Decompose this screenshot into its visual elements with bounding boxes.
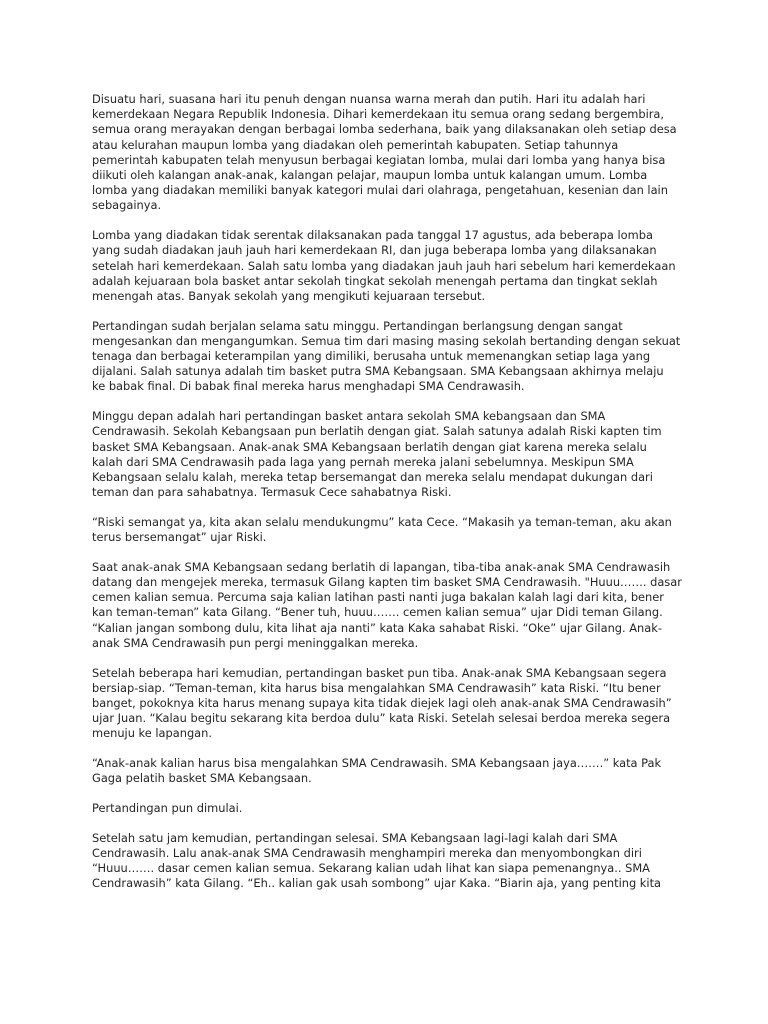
text-line: semua orang merayakan dengan berbagai lomba sederhana, baik yang dilaksanakan oleh setiap desa [92, 122, 677, 137]
text-line: banget, pokoknya kita harus menang supaya kita tidak diejek lagi oleh anak-anak SMA Cendrawasih” [92, 695, 672, 710]
paragraph [92, 515, 692, 545]
text-line: “Huuu……. dasar cemen kalian semua. Sekarang kalian udah lihat kan siapa pemenangnya.. SMA [92, 861, 650, 876]
text-line: teman dan para sahabatnya. Termasuk Cece sahabatnya Riski. [92, 485, 452, 500]
text-line: Minggu depan adalah hari pertandingan basket antara sekolah SMA kebangsaan dan SMA [92, 409, 606, 424]
text-line: ke babak final. Di babak final mereka harus menghadapi SMA Cendrawasih. [92, 379, 525, 394]
text-line: anak SMA Cendrawasih pun pergi meninggalkan mereka. [92, 635, 419, 650]
text-line: Saat anak-anak SMA Kebangsaan sedang berlatih di lapangan, tiba-tiba anak-anak SMA Cendrawasih [92, 559, 671, 574]
text-line: mengesankan dan mengangumkan. Semua tim dari masing masing sekolah bertanding dengan sekuat [92, 333, 681, 348]
text-line: dijalani. Salah satunya adalah tim basket putra SMA Kebangsaan. SMA Kebangsaan akhirnya melaju [92, 364, 664, 379]
text-line: Cendrawasih” kata Gilang. “Eh.. kalian gak usah sombong” ujar Kaka. “Biarin aja, yang penting kita [92, 876, 662, 891]
text-line: Lomba yang diadakan tidak serentak dilaksanakan pada tanggal 17 agustus, ada beberapa lomba [92, 228, 653, 243]
text-line: basket SMA Kebangsaan. Anak-anak SMA Kebangsaan berlatih dengan giat karena mereka selalu [92, 439, 647, 454]
text-line: lomba yang diadakan memiliki banyak kategori mulai dari olahraga, pengetahuan, kesenian dan lain [92, 183, 668, 198]
text-line: Cendrawasih. Lalu anak-anak SMA Cendrawasih menghampiri mereka dan menyombongkan diri [92, 845, 642, 860]
paragraph [92, 319, 692, 395]
text-line: bersiap-siap. “Teman-teman, kita harus bisa mengalahkan SMA Cendrawasih” kata Riski. “Itu bener [92, 680, 661, 695]
text-line: Gaga pelatih basket SMA Kebangsaan. [92, 771, 312, 786]
text-line: cemen kalian semua. Percuma saja kalian latihan pasti nanti juga bakalan kalah lagi dari kita, bener [92, 590, 664, 605]
text-line: Setelah satu jam kemudian, pertandingan selesai. SMA Kebangsaan lagi-lagi kalah dari SMA [92, 830, 618, 845]
text-line: “Kalian jangan sombong dulu, kita lihat aja nanti” kata Kaka sahabat Riski. “Oke” ujar Gilang. Anak- [92, 620, 662, 635]
text-line: tenaga dan berbagai keterampilan yang dimiliki, berusaha untuk memenangkan setiap laga yang [92, 349, 651, 364]
paragraph [92, 666, 692, 742]
paragraph [92, 756, 692, 786]
text-line: “Anak-anak kalian harus bisa mengalahkan SMA Cendrawasih. SMA Kebangsaan jaya…….” kata Pak [92, 756, 662, 771]
text-line: Setelah beberapa hari kemudian, pertandingan basket pun tiba. Anak-anak SMA Kebangsaan segera [92, 665, 667, 680]
text-line: kemerdekaan Negara Republik Indonesia. Dihari kemerdekaan itu semua orang sedang bergembira, [92, 107, 665, 122]
text-line: yang sudah diadakan jauh jauh hari kemerdekaan RI, dan juga beberapa lomba yang dilaksanakan [92, 243, 657, 258]
text-line: diikuti oleh kalangan anak-anak, kalangan pelajar, maupun lomba untuk kalangan umum. Lomba [92, 168, 648, 183]
text-line: datang dan mengejek mereka, termasuk Gilang kapten tim basket SMA Cendrawasih. "Huuu……. dasar [92, 574, 682, 589]
text-line: setelah hari kemerdekaan. Salah satu lomba yang diadakan jauh jauh hari sebelum hari kemerdekaan [92, 258, 676, 273]
text-line: Pertandingan pun dimulai. [92, 800, 243, 815]
paragraph [92, 228, 692, 304]
text-line: Disuatu hari, suasana hari itu penuh dengan nuansa warna merah dan putih. Hari itu adalah hari [92, 92, 646, 106]
text-line: kan teman-teman” kata Gilang. “Bener tuh, huuu……. cemen kalian semua” ujar Didi teman Gilang. [92, 605, 663, 620]
document-body [92, 92, 692, 906]
paragraph [92, 831, 692, 892]
text-line: menuju ke lapangan. [92, 726, 212, 741]
text-line: Cendrawasih. Sekolah Kebangsaan pun berlatih dengan giat. Salah satunya adalah Riski kapten tim [92, 424, 662, 439]
paragraph [92, 560, 692, 651]
text-line: adalah kejuaraan bola basket antar sekolah tingkat sekolah menengah pertama dan tingkat seklah [92, 273, 658, 288]
text-line: terus bersemangat” ujar Riski. [92, 530, 267, 545]
text-line: pemerintah kabupaten telah menyusun berbagai kegiatan lomba, mulai dari lomba yang hanya bisa [92, 152, 666, 167]
text-line: kalah dari SMA Cendrawasih pada laga yang pernah mereka jalani sebelumnya. Meskipun SMA [92, 454, 634, 469]
text-line: “Riski semangat ya, kita akan selalu mendukungmu” kata Cece. “Makasih ya teman-teman, aku akan [92, 514, 672, 529]
text-line: ujar Juan. “Kalau begitu sekarang kita berdoa dulu” kata Riski. Setelah selesai berdoa mereka segera [92, 711, 671, 726]
text-line: atau kelurahan maupun lomba yang diadakan oleh pemerintah kabupaten. Setiap tahunnya [92, 137, 619, 152]
paragraph [92, 409, 692, 500]
text-line: Kebangsaan selalu kalah, mereka tetap bersemangat dan mereka selalu mendapat dukungan dari [92, 469, 653, 484]
text-line: sebagainya. [92, 198, 162, 213]
paragraph [92, 801, 692, 816]
text-line: Pertandingan sudah berjalan selama satu minggu. Pertandingan berlangsung dengan sangat [92, 318, 623, 333]
text-line: menengah atas. Banyak sekolah yang mengikuti kejuaraan tersebut. [92, 288, 486, 303]
paragraph [92, 92, 692, 214]
